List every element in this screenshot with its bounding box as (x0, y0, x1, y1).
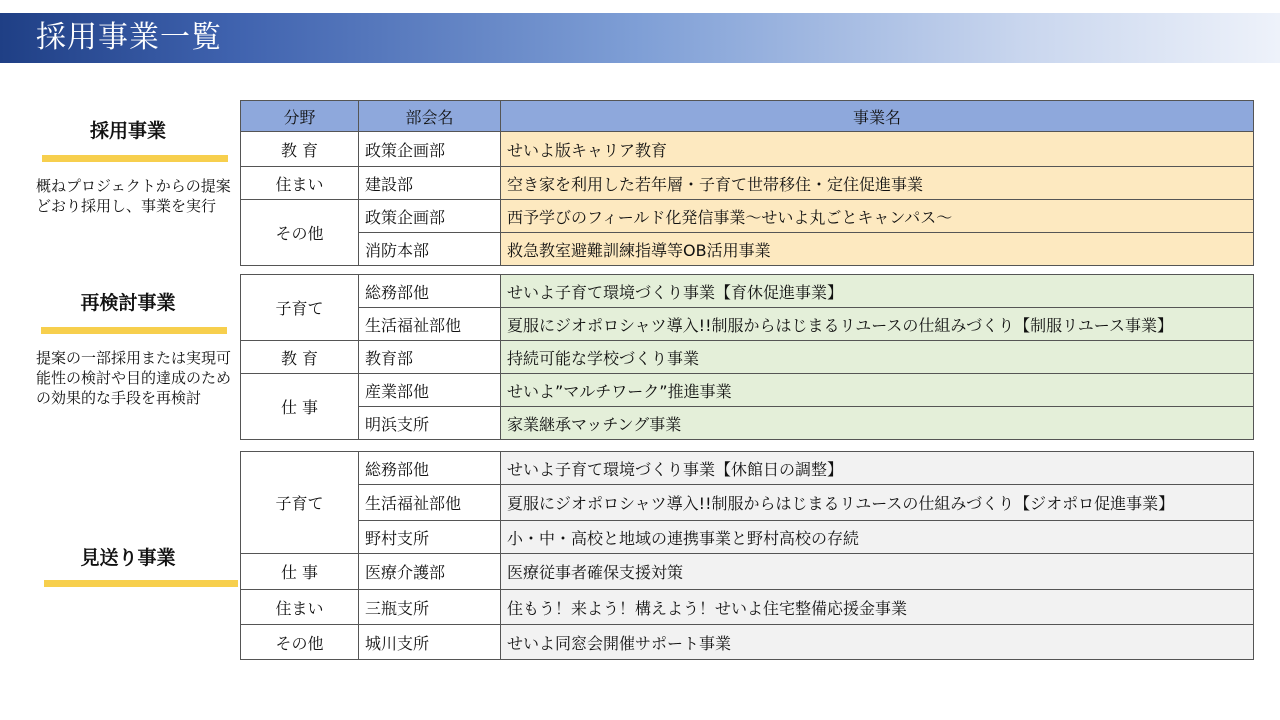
legend-adopted-rule (42, 155, 228, 162)
table-row (241, 485, 1254, 521)
table-row (241, 374, 1254, 407)
field-cell: 仕 事 (241, 554, 359, 590)
project-cell: せいよ子育て環境づくり事業【育休促進事業】 (501, 275, 1254, 308)
project-cell: 救急教室避難訓練指導等OB活用事業 (501, 233, 1254, 266)
legend-reconsider-heading: 再検討事業 (80, 292, 176, 314)
table-row (241, 452, 1254, 485)
dept-cell: 建設部 (359, 167, 501, 200)
table-row (241, 200, 1254, 233)
page-title: 採用事業一覧 (36, 20, 222, 55)
legend-adopted-desc: 概ねプロジェクトからの提案どおり採用し、事業を実行 (36, 177, 231, 215)
dept-cell: 総務部他 (359, 452, 501, 485)
dept-cell: 明浜支所 (359, 407, 501, 440)
table-row (241, 521, 1254, 554)
dept-cell: 教育部 (359, 341, 501, 374)
field-cell: 仕 事 (241, 374, 359, 440)
project-cell: 夏服にジオポロシャツ導入!!制服からはじまるリユースの仕組みづくり【ジオポロ促進事業】 (501, 485, 1254, 521)
dept-cell: 三瓶支所 (359, 590, 501, 625)
legend-deferred-heading: 見送り事業 (80, 547, 176, 569)
dept-cell: 消防本部 (359, 233, 501, 266)
field-cell: 教 育 (241, 341, 359, 374)
dept-cell: 生活福祉部他 (359, 485, 501, 521)
field-cell: 住まい (241, 590, 359, 625)
dept-cell: 城川支所 (359, 625, 501, 660)
table-row (241, 625, 1254, 660)
project-cell: 空き家を利用した若年層・子育て世帯移住・定住促進事業 (501, 167, 1254, 200)
table-row (241, 167, 1254, 200)
adopted-table (240, 100, 1254, 266)
project-cell: せいよ版キャリア教育 (501, 132, 1254, 167)
reconsider-table (240, 274, 1254, 440)
header-dept: 部会名 (359, 101, 501, 132)
project-cell: 夏服にジオポロシャツ導入!!制服からはじまるリユースの仕組みづくり【制服リユース事業】 (501, 308, 1254, 341)
legend-adopted-heading: 採用事業 (89, 120, 166, 142)
field-cell: 住まい (241, 167, 359, 200)
field-cell: 子育て (241, 452, 359, 554)
legend-reconsider-rule (41, 327, 227, 334)
legend-deferred (36, 543, 236, 587)
project-cell: 住もう！来よう！構えよう！せいよ住宅整備応援金事業 (501, 590, 1254, 625)
legend-reconsider-desc: 提案の一部採用または実現可能性の検討や目的達成のための効果的な手段を再検討 (36, 349, 232, 407)
dept-cell: 政策企画部 (359, 132, 501, 167)
table-row (241, 233, 1254, 266)
dept-cell: 政策企画部 (359, 200, 501, 233)
field-cell: 教 育 (241, 132, 359, 167)
table-row (241, 341, 1254, 374)
legend-adopted (36, 116, 236, 216)
table-header-row (241, 101, 1254, 132)
table-row (241, 308, 1254, 341)
dept-cell: 野村支所 (359, 521, 501, 554)
table-row (241, 590, 1254, 625)
table-row (241, 132, 1254, 167)
field-cell: その他 (241, 200, 359, 266)
project-cell: せいよ子育て環境づくり事業【休館日の調整】 (501, 452, 1254, 485)
deferred-table (240, 451, 1254, 660)
project-cell: せいよ同窓会開催サポート事業 (501, 625, 1254, 660)
dept-cell: 産業部他 (359, 374, 501, 407)
header-project: 事業名 (501, 101, 1254, 132)
dept-cell: 生活福祉部他 (359, 308, 501, 341)
title-bar (0, 13, 1280, 63)
field-cell: 子育て (241, 275, 359, 341)
project-cell: 家業継承マッチング事業 (501, 407, 1254, 440)
table-row (241, 554, 1254, 590)
table-row (241, 275, 1254, 308)
project-cell: 西予学びのフィールド化発信事業～せいよ丸ごとキャンパス～ (501, 200, 1254, 233)
legend-deferred-rule (44, 580, 238, 587)
header-field: 分野 (241, 101, 359, 132)
project-cell: 持続可能な学校づくり事業 (501, 341, 1254, 374)
project-cell: 小・中・高校と地域の連携事業と野村高校の存続 (501, 521, 1254, 554)
project-cell: 医療従事者確保支援対策 (501, 554, 1254, 590)
table-row (241, 407, 1254, 440)
legend-reconsider (36, 288, 236, 408)
project-cell: せいよ”マルチワーク”推進事業 (501, 374, 1254, 407)
field-cell: その他 (241, 625, 359, 660)
dept-cell: 総務部他 (359, 275, 501, 308)
dept-cell: 医療介護部 (359, 554, 501, 590)
